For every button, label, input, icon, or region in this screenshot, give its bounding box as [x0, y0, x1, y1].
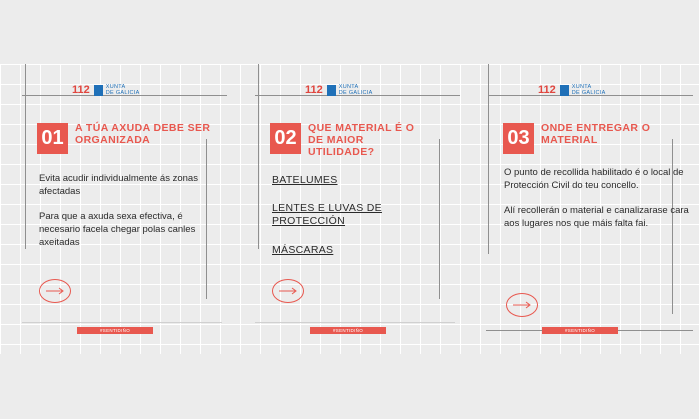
xunta-flag-icon [560, 85, 569, 96]
frame-line-right [439, 139, 440, 299]
logo-112-xunta [305, 84, 373, 96]
arrow-right-icon [512, 301, 532, 309]
hashtag-badge: #SENTIDIÑO [542, 327, 618, 334]
body-paragraph: Alí recollerán o material e canalizarase cara aos lugares nos que máis falta fai. [504, 205, 689, 229]
next-arrow-button[interactable] [272, 279, 304, 303]
logo-112-xunta [72, 84, 140, 96]
card-title: ONDE ENTREGAR O MATERIAL [541, 122, 651, 146]
xunta-flag-icon [94, 85, 103, 96]
step-number: 02 [270, 123, 301, 154]
logo-org-text: XUNTA DE GALICIA [105, 84, 140, 96]
card-body [504, 166, 689, 242]
body-paragraph: Para que a axuda sexa efectiva, é necesario facela chegar polas canles axeitadas [39, 211, 196, 248]
next-arrow-button[interactable] [39, 279, 71, 303]
body-paragraph: O punto de recollida habilitado é o local de Protección Civil do teu concello. [504, 167, 684, 191]
xunta-flag-icon [327, 85, 336, 96]
logo-112-text: 112 [72, 84, 90, 96]
hashtag-badge: #SENTIDIÑO [310, 327, 386, 334]
step-number: 01 [37, 123, 68, 154]
hashtag-badge: #SENTIDIÑO [77, 327, 153, 334]
material-item: BATELUMES [272, 174, 338, 186]
logo-112-xunta [538, 84, 606, 96]
logo-org-text: XUNTA DE GALICIA [571, 84, 606, 96]
card-body [39, 172, 219, 261]
card-title: QUE MATERIAL É O DE MAIOR UTILIDADE? [308, 122, 415, 158]
frame-line-left [25, 64, 26, 249]
logo-org-text: XUNTA DE GALICIA [338, 84, 373, 96]
body-paragraph: Evita acudir individualmente ás zonas afectadas [39, 173, 198, 197]
footer-divider [255, 322, 455, 323]
card-title: A TÚA AXUDA DEBE SER ORGANIZADA [75, 122, 211, 146]
next-arrow-button[interactable] [506, 293, 538, 317]
logo-112-text: 112 [305, 84, 323, 96]
footer-divider [22, 322, 222, 323]
step-number: 03 [503, 123, 534, 154]
card-03 [466, 64, 699, 354]
card-01 [0, 64, 233, 354]
frame-line-left [258, 64, 259, 249]
card-02 [233, 64, 466, 354]
logo-112-text: 112 [538, 84, 556, 96]
frame-line-left [488, 64, 489, 254]
arrow-right-icon [278, 287, 298, 295]
material-item: LENTES E LUVAS DE PROTECCIÓN [272, 202, 382, 227]
material-item: MÁSCARAS [272, 244, 334, 256]
arrow-right-icon [45, 287, 65, 295]
